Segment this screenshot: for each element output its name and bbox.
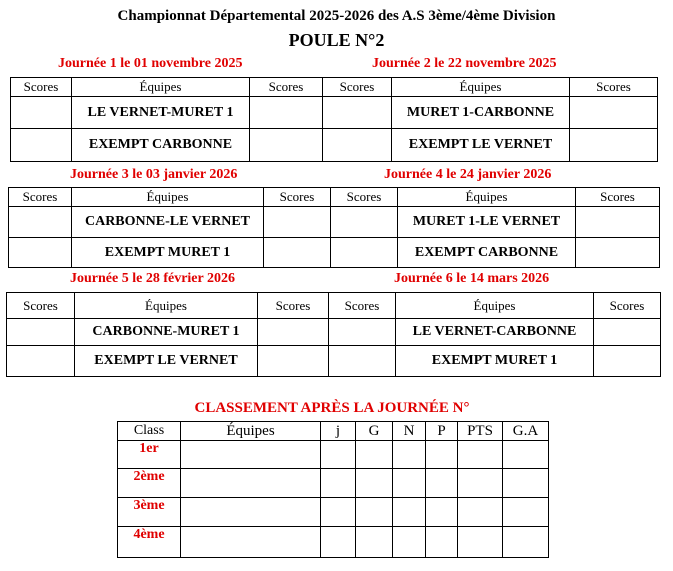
match-cell: MURET 1-LE VERNET bbox=[398, 207, 576, 238]
scores-header: Scores bbox=[323, 78, 392, 97]
draw-header: N bbox=[393, 422, 426, 441]
match-cell: CARBONNE-MURET 1 bbox=[75, 319, 258, 346]
stat-cell[interactable] bbox=[393, 527, 426, 558]
score-cell[interactable] bbox=[7, 346, 75, 377]
team-cell[interactable] bbox=[181, 498, 321, 527]
exempt-cell: EXEMPT CARBONNE bbox=[398, 238, 576, 268]
teams-header: Équipes bbox=[72, 78, 250, 97]
scores-header: Scores bbox=[11, 78, 72, 97]
exempt-cell: EXEMPT LE VERNET bbox=[392, 129, 570, 162]
day-3-label: Journée 3 le 03 janvier 2026 bbox=[70, 167, 238, 182]
score-cell[interactable] bbox=[264, 238, 331, 268]
stat-cell[interactable] bbox=[356, 469, 393, 498]
score-cell[interactable] bbox=[576, 238, 660, 268]
score-cell[interactable] bbox=[264, 207, 331, 238]
stat-cell[interactable] bbox=[503, 498, 549, 527]
stat-cell[interactable] bbox=[321, 469, 356, 498]
exempt-cell: EXEMPT LE VERNET bbox=[75, 346, 258, 377]
scores-header: Scores bbox=[570, 78, 658, 97]
stat-cell[interactable] bbox=[426, 527, 458, 558]
fixtures-table-day-5-6 bbox=[6, 292, 661, 377]
stat-cell[interactable] bbox=[393, 498, 426, 527]
stat-cell[interactable] bbox=[356, 527, 393, 558]
stat-cell[interactable] bbox=[503, 441, 549, 469]
score-cell[interactable] bbox=[576, 207, 660, 238]
score-cell[interactable] bbox=[7, 319, 75, 346]
stat-cell[interactable] bbox=[503, 469, 549, 498]
stat-cell[interactable] bbox=[356, 498, 393, 527]
team-cell[interactable] bbox=[181, 441, 321, 469]
scores-header: Scores bbox=[258, 293, 329, 319]
exempt-cell: EXEMPT CARBONNE bbox=[72, 129, 250, 162]
score-cell[interactable] bbox=[570, 97, 658, 129]
stat-cell[interactable] bbox=[458, 441, 503, 469]
team-cell[interactable] bbox=[181, 469, 321, 498]
match-cell: LE VERNET-CARBONNE bbox=[396, 319, 594, 346]
stat-cell[interactable] bbox=[426, 498, 458, 527]
teams-header: Équipes bbox=[181, 422, 321, 441]
day-4-label: Journée 4 le 24 janvier 2026 bbox=[384, 167, 552, 182]
match-cell: MURET 1-CARBONNE bbox=[392, 97, 570, 129]
exempt-cell: EXEMPT MURET 1 bbox=[396, 346, 594, 377]
score-cell[interactable] bbox=[323, 129, 392, 162]
score-cell[interactable] bbox=[250, 97, 323, 129]
stat-cell[interactable] bbox=[458, 527, 503, 558]
score-cell[interactable] bbox=[329, 346, 396, 377]
score-cell[interactable] bbox=[323, 97, 392, 129]
scores-header: Scores bbox=[576, 188, 660, 207]
standings-table bbox=[117, 421, 549, 558]
day-5-label: Journée 5 le 28 février 2026 bbox=[70, 271, 235, 286]
fixtures-table-day-1-2 bbox=[10, 77, 658, 162]
match-cell: CARBONNE-LE VERNET bbox=[72, 207, 264, 238]
stat-cell[interactable] bbox=[458, 469, 503, 498]
match-cell: LE VERNET-MURET 1 bbox=[72, 97, 250, 129]
scores-header: Scores bbox=[250, 78, 323, 97]
score-cell[interactable] bbox=[9, 207, 72, 238]
scores-header: Scores bbox=[594, 293, 661, 319]
score-cell[interactable] bbox=[594, 346, 661, 377]
teams-header: Équipes bbox=[398, 188, 576, 207]
stat-cell[interactable] bbox=[356, 441, 393, 469]
day-1-label: Journée 1 le 01 novembre 2025 bbox=[58, 56, 243, 71]
team-cell[interactable] bbox=[181, 527, 321, 558]
position-cell: 2ème bbox=[118, 469, 181, 498]
scores-header: Scores bbox=[329, 293, 396, 319]
won-header: G bbox=[356, 422, 393, 441]
stat-cell[interactable] bbox=[393, 469, 426, 498]
scores-header: Scores bbox=[9, 188, 72, 207]
score-cell[interactable] bbox=[258, 346, 329, 377]
teams-header: Équipes bbox=[392, 78, 570, 97]
played-header: j bbox=[321, 422, 356, 441]
score-cell[interactable] bbox=[258, 319, 329, 346]
document-title: Championnat Départemental 2025-2026 des A.S 3ème/4ème Division bbox=[117, 8, 556, 24]
teams-header: Équipes bbox=[75, 293, 258, 319]
teams-header: Équipes bbox=[396, 293, 594, 319]
stat-cell[interactable] bbox=[321, 441, 356, 469]
scores-header: Scores bbox=[7, 293, 75, 319]
fixtures-table-day-3-4 bbox=[8, 187, 660, 268]
position-cell: 3ème bbox=[118, 498, 181, 527]
score-cell[interactable] bbox=[331, 238, 398, 268]
position-cell: 4ème bbox=[118, 527, 181, 558]
position-cell: 1er bbox=[118, 441, 181, 469]
scores-header: Scores bbox=[331, 188, 398, 207]
class-header: Class bbox=[118, 422, 181, 441]
scores-header: Scores bbox=[264, 188, 331, 207]
teams-header: Équipes bbox=[72, 188, 264, 207]
goal-average-header: G.A bbox=[503, 422, 549, 441]
score-cell[interactable] bbox=[11, 129, 72, 162]
stat-cell[interactable] bbox=[458, 498, 503, 527]
day-6-label: Journée 6 le 14 mars 2026 bbox=[394, 271, 550, 286]
day-2-label: Journée 2 le 22 novembre 2025 bbox=[372, 56, 557, 71]
stat-cell[interactable] bbox=[426, 441, 458, 469]
score-cell[interactable] bbox=[594, 319, 661, 346]
stat-cell[interactable] bbox=[321, 527, 356, 558]
lost-header: P bbox=[426, 422, 458, 441]
points-header: PTS bbox=[458, 422, 503, 441]
exempt-cell: EXEMPT MURET 1 bbox=[72, 238, 264, 268]
standings-title: CLASSEMENT APRÈS LA JOURNÉE N° bbox=[194, 400, 470, 416]
score-cell[interactable] bbox=[331, 207, 398, 238]
score-cell[interactable] bbox=[11, 97, 72, 129]
stat-cell[interactable] bbox=[321, 498, 356, 527]
score-cell[interactable] bbox=[570, 129, 658, 162]
score-cell[interactable] bbox=[9, 238, 72, 268]
stat-cell[interactable] bbox=[393, 441, 426, 469]
score-cell[interactable] bbox=[250, 129, 323, 162]
stat-cell[interactable] bbox=[426, 469, 458, 498]
score-cell[interactable] bbox=[329, 319, 396, 346]
stat-cell[interactable] bbox=[503, 527, 549, 558]
pool-title: POULE N°2 bbox=[288, 30, 385, 50]
